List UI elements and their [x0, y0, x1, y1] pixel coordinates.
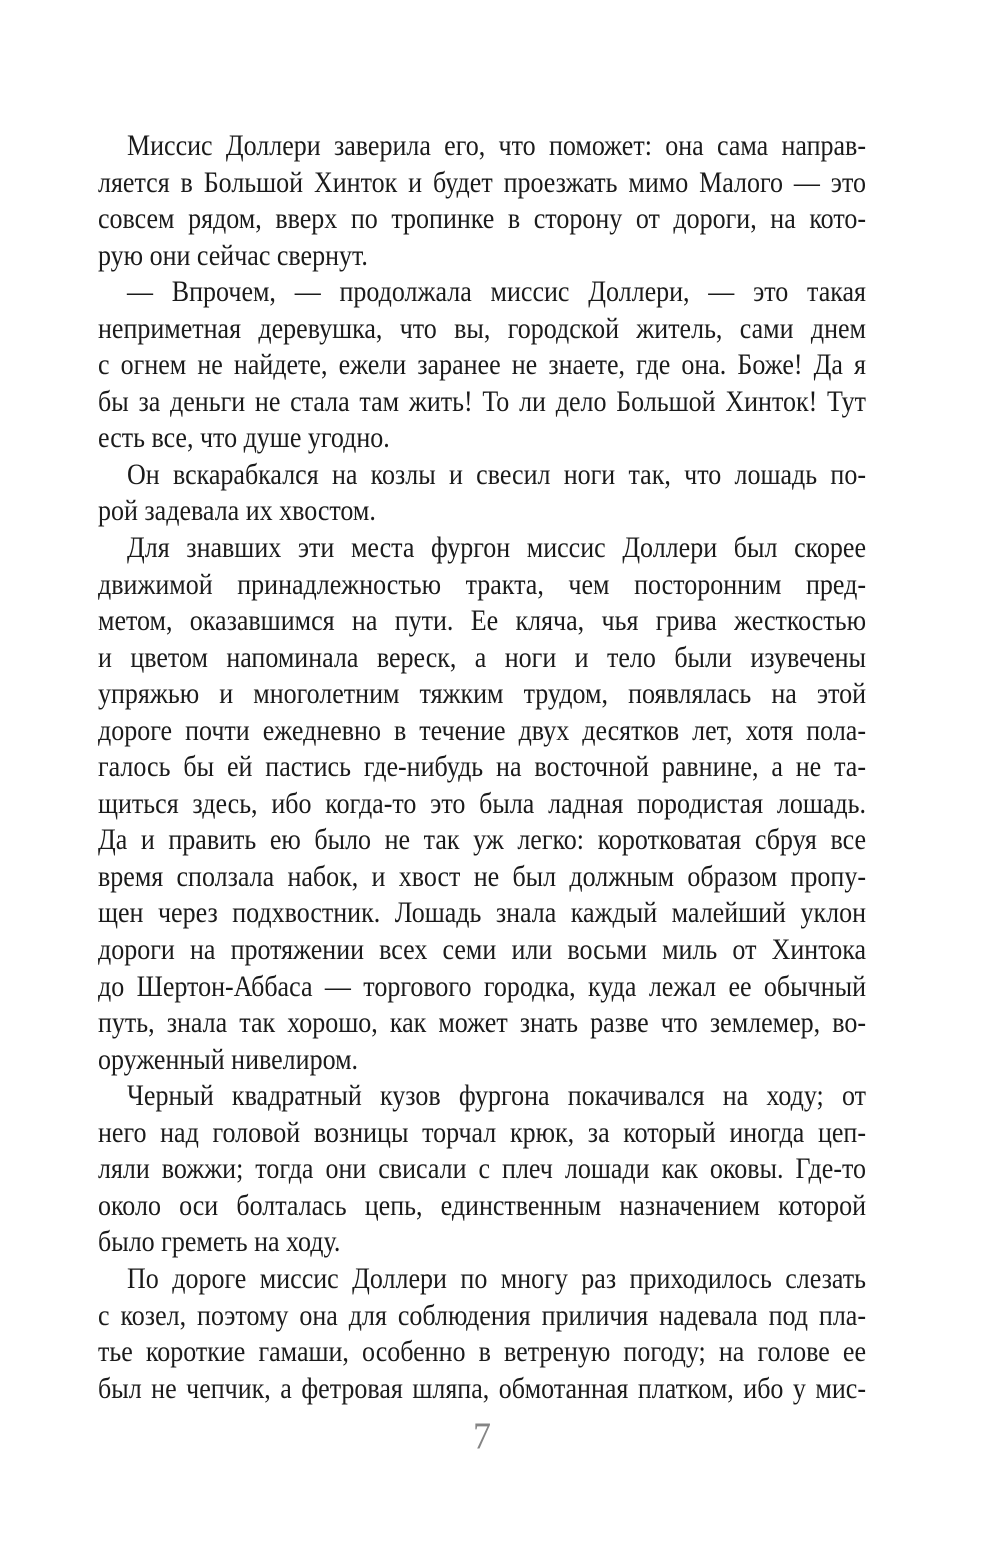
text-line: дороге почти ежедневно в течение двух десятков лет, хотя пола- — [98, 713, 866, 747]
page-number: 7 — [473, 1415, 491, 1457]
text-line: ляли вожжи; тогда они свисали с плеч лошади как оковы. Где-то — [98, 1152, 866, 1185]
text-line: упряжью и многолетним тяжким трудом, появлялась на этой — [98, 676, 866, 710]
text-line: Для знавших эти места фургон миссис Доллери был скорее — [127, 530, 866, 564]
text-line: и цветом напоминала вереск, а ноги и тело были изувечены — [98, 640, 866, 674]
text-line: оруженный нивелиром. — [98, 1042, 359, 1076]
text-line: метом, оказавшимся на пути. Ее кляча, чья грива жесткостью — [98, 603, 866, 637]
text-line: рую они сейчас свернут. — [98, 238, 368, 272]
text-line: было греметь на ходу. — [98, 1225, 341, 1258]
paragraph — [98, 1078, 866, 1261]
text-line: время сползала набок, и хвост не был должным образом пропу- — [98, 859, 866, 893]
text-line: ляется в Большой Хинток и будет проезжать мимо Малого — это — [98, 165, 866, 199]
text-line: с огнем не найдете, ежели заранее не знаете, где она. Боже! Да я — [98, 348, 866, 381]
text-line: около оси болталась цепь, единственным назначением которой — [98, 1188, 866, 1222]
text-block — [98, 128, 866, 1407]
text-line: движимой принадлежностью тракта, чем посторонним пред- — [98, 567, 866, 601]
paragraph — [98, 1261, 866, 1407]
text-line: Черный квадратный кузов фургона покачивался на ходу; от — [127, 1078, 866, 1112]
paragraph — [98, 530, 866, 1078]
text-line: рой задевала их хвостом. — [98, 494, 376, 528]
text-line: до Шертон-Аббаса — торгового городка, куда лежал ее обычный — [98, 969, 866, 1003]
text-line: щен через подхвостник. Лошадь знала каждый малейший уклон — [98, 896, 866, 930]
text-line: Да и править ею было не так уж легко: коротковатая сбруя все — [98, 823, 866, 856]
text-line: путь, знала так хорошо, как может знать разве что землемер, во- — [98, 1005, 866, 1039]
text-line: Миссис Доллери заверила его, что поможет: она сама направ- — [127, 128, 866, 162]
text-line: бы за деньги не стала там жить! То ли дело Большой Хинток! Тут — [98, 384, 866, 418]
text-line: есть все, что душе угодно. — [98, 421, 390, 454]
text-line: — Впрочем, — продолжала миссис Доллери, — это такая — [127, 274, 866, 308]
text-line: Он вскарабкался на козлы и свесил ноги так, что лошадь по- — [127, 457, 866, 491]
text-line: с козел, поэтому она для соблюдения приличия надевала под пла- — [98, 1298, 866, 1332]
paragraph — [98, 274, 866, 457]
text-line: совсем рядом, вверх по тропинке в сторону от дороги, на кото- — [98, 201, 866, 235]
text-line: него над головой возницы торчал крюк, за который иногда цеп- — [98, 1115, 866, 1149]
paragraph — [98, 457, 866, 530]
text-line: тье короткие гамаши, особенно в ветреную погоду; на голове ее — [98, 1334, 866, 1368]
paragraph — [98, 128, 866, 274]
text-line: дороги на протяжении всех семи или восьми миль от Хинтока — [98, 932, 866, 966]
text-line: неприметная деревушка, что вы, городской житель, сами днем — [98, 311, 866, 345]
text-line: был не чепчик, а фетровая шляпа, обмотанная платком, ибо у мис- — [98, 1371, 866, 1405]
text-line: галось бы ей пастись где-нибудь на восточной равнине, а не та- — [98, 750, 866, 783]
text-line: По дороге миссис Доллери по многу раз приходилось слезать — [127, 1261, 866, 1295]
text-line: щиться здесь, ибо когда-то это была ладная породистая лошадь. — [98, 786, 866, 820]
